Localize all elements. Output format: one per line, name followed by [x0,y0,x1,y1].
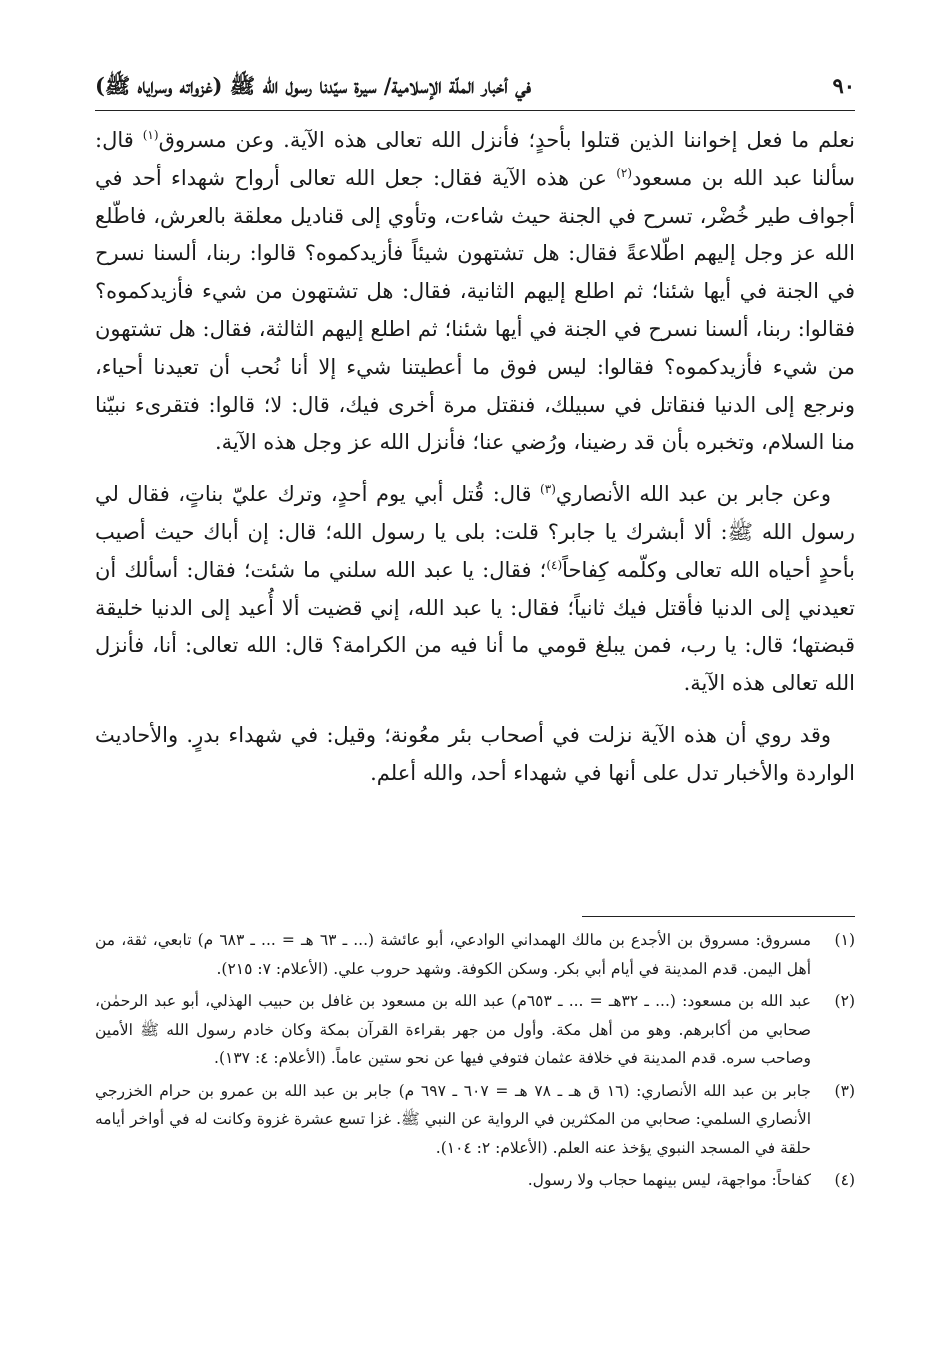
text-segment: وعن جابر بن عبد الله الأنصاري [555,482,831,507]
text-segment: وقد روي أن هذه الآية نزلت في أصحاب بئر معُونة؛ وقيل: في شهداء بدرٍ. والأحاديث الواردة والأخبار تدل على أنها في شهداء أحد، والله أعلم. [95,722,855,785]
footnote-4 [95,1166,855,1195]
paragraph-1 [95,122,855,462]
footnote-number: (١) [834,931,855,949]
footnote-number: (٤) [834,1171,855,1189]
footnote-text: عبد الله بن مسعود: (... ـ ٣٢هـ = ... ـ ٦٥٣م) عبد الله بن مسعود بن غافل بن حبيب الهذلي، أبو عبد الرحمٰن، صحابي من أكابرهم. وهو من أهل مكة. وأول من جهر بقراءة القرآن بمكة وكان خادم رسول الله ﷺ الأمين وصاحب سره. قدم المدينة في خلافة عثمان فتوفي فيها عن نحو ستين عاماً. (الأعلام: ٤: ١٣٧). [95,992,812,1067]
paragraph-3 [95,717,855,793]
main-text [95,122,855,807]
footnote-text: جابر بن عبد الله الأنصاري: (١٦ ق هـ ـ ٧٨ هـ = ٦٠٧ ـ ٦٩٧ م) جابر بن عبد الله بن عمرو بن حرام الخزرجي الأنصاري السلمي: صحابي من المكثرين في الرواية عن النبي ﷺ. غزا تسع عشرة غزوة وكانت له في أواخر أيامه حلقة في المسجد النبوي يؤخذ عنه العلم. (الأعلام: ٢: ١٠٤). [95,1081,812,1157]
footnote-ref-1[interactable]: (١) [142,128,159,142]
paragraph-2 [95,476,855,703]
footnote-1 [95,926,855,983]
text-segment: قال: سألنا عبد الله بن مسعود [95,128,856,190]
footnote-text: مسروق: مسروق بن الأجدع بن مالك الهمداني الوادعي، أبو عائشة (... ـ ٦٣ هـ = ... ـ ٦٨٣ م) تابعي، ثقة، من أهل اليمن. قدم المدينة في أيام أبي بكر. وسكن الكوفة. وشهد حروب علي. (الأعلام: ٧: ٢١٥). [95,931,812,978]
header-rule [95,110,855,111]
page-number: ٩٠ [832,73,855,98]
running-title: في أخبار الملّة الإسلامية/ سيرة سيّدنا رسول الله ﷺ (غزواته وسراياه ﷺ) [95,73,532,98]
footnote-separator [582,916,855,917]
footnote-ref-4[interactable]: (٤) [546,557,563,572]
text-segment: ؛ فقال: يا عبد الله سلني ما شئت؛ فقال: أسألك أن تعيدني إلى الدنيا فأقتل فيك ثانياً؛ فقال: يا عبد الله، إني قضيت ألا أُعيد إلى الدنيا خليقة قبضتها؛ قال: يا رب، فمن يبلغ قومي ما أنا فيه من الكرامة؟ قال: الله تعالى: أنا، فأنزل الله تعالى هذه الآية. [95,557,855,696]
page-header [95,68,855,104]
text-segment: نعلم ما فعل إخواننا الذين قتلوا بأحدٍ؛ فأنزل الله تعالى هذه الآية. وعن مسروق [158,128,855,152]
footnote-number: (٣) [834,1081,855,1100]
footnote-text: كفاحاً: مواجهة، ليس بينهما حجاب ولا رسول. [527,1171,811,1189]
text-segment: عن هذه الآية فقال: جعل الله تعالى أرواح شهداء أحد في أجواف طير خُضْر، تسرح في الجنة حيث شاءت، وتأوي إلى قناديل معلقة بالعرش، فاطّلع الله عز وجل إليهم اطّلاعةً فقال: هل تشتهون شيئاً فأزيدكموه؟ قالوا: ربنا، ألسنا نسرح في الجنة في أيها شئنا؛ ثم اطلع إليهم الثانية، فقال: هل تشتهون من شيء فأزيدكموه؟ فقالوا: ربنا، ألسنا نسرح في الجنة في أيها شئنا؛ ثم اطلع إليهم الثالثة، فقال: هل تشتهون من شيء فأزيدكموه؟ فقالوا: ليس فوق ما أعطيتنا شيء إلا أنا نُحب أن تعيدنا أحياء، ونرجع إلى الدنيا فنقاتل في سبيلك، فنقتل مرة أخرى فيك، قال: لا؛ قالوا: فتقرىء نبيّنا منا السلام، وتخبره بأن قد رضينا، ورُضي عنا؛ فأنزل الله عز وجل هذه الآية. [95,165,855,455]
footnote-number: (٢) [834,992,855,1010]
footnotes [95,926,855,1199]
footnote-ref-2[interactable]: (٢) [616,165,633,180]
footnote-2 [95,987,855,1073]
footnote-ref-3[interactable]: (٣) [540,482,556,497]
footnote-3 [95,1077,855,1163]
text-segment: قال: قُتل أبي يوم أحدٍ، وترك عليّ بناتٍ، فقال لي رسول الله ﷺ: ألا أبشرك يا جابر؟ قلت: بلى يا رسول الله؛ قال: إن أباك حيث أصيب بأحدٍ أحياه الله تعالى وكلّمه كِفاحاً [95,482,855,582]
